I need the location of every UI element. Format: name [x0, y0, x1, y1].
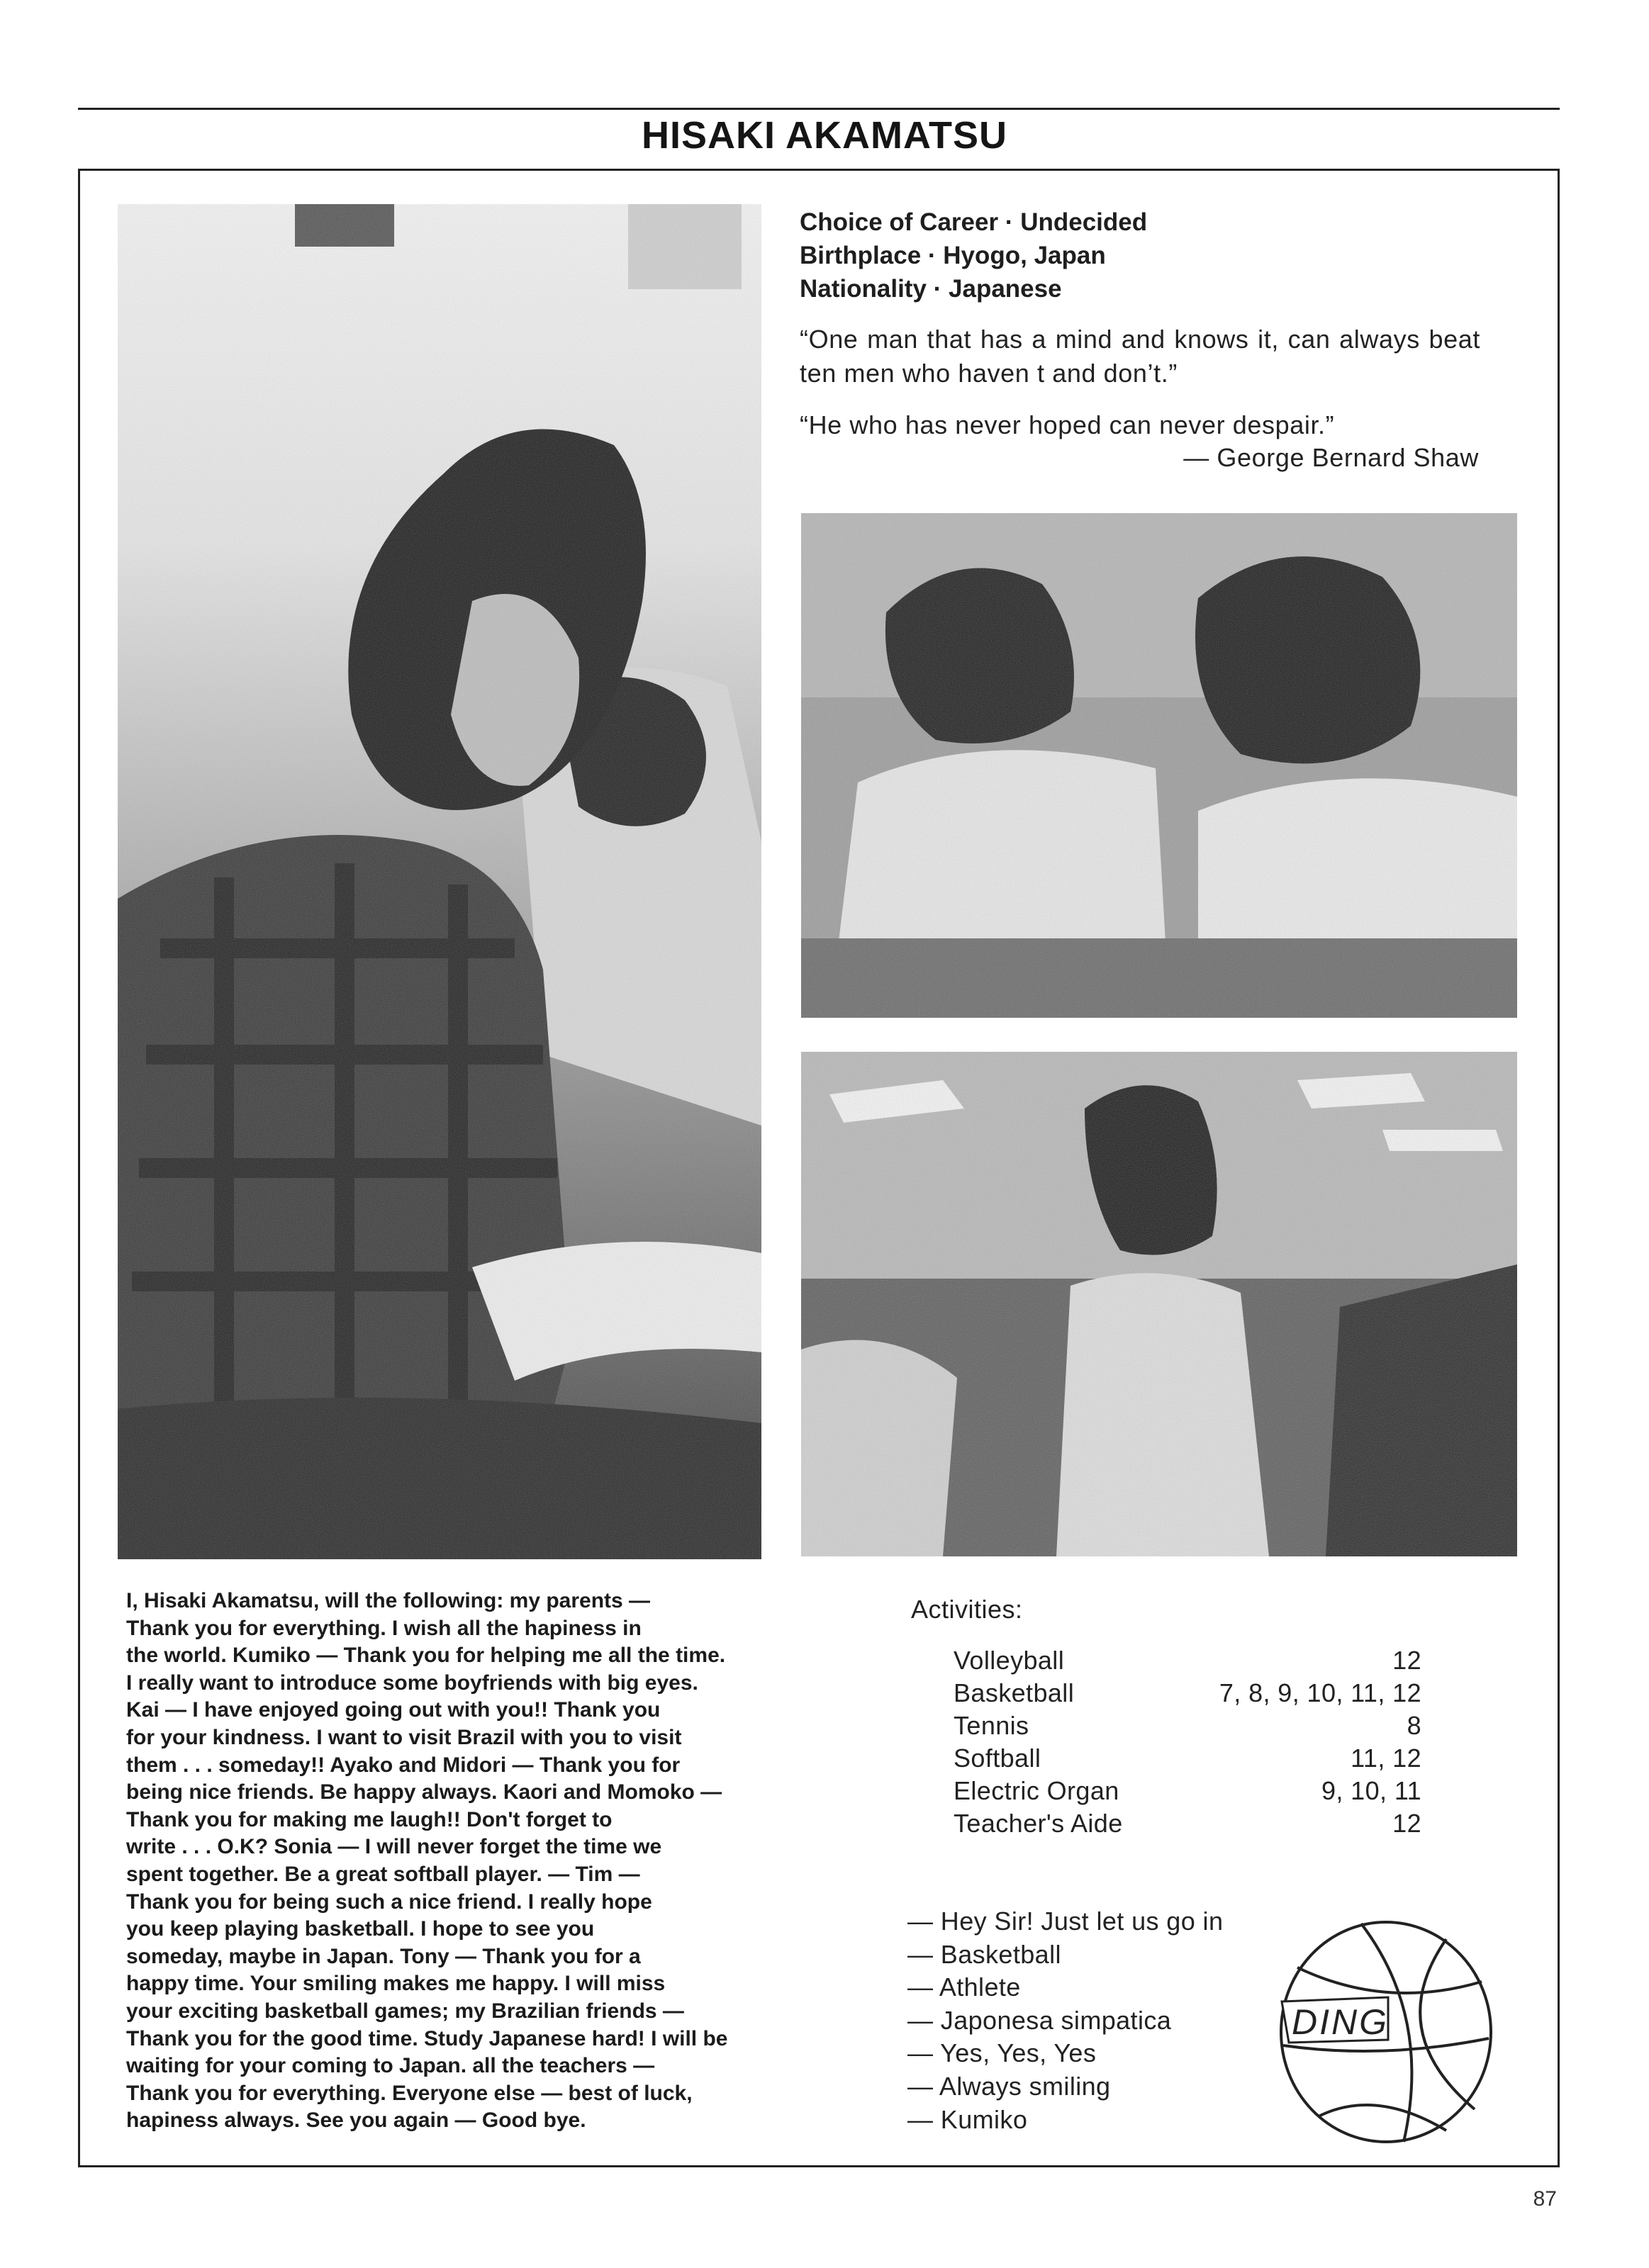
birthplace-line: Birthplace · Hyogo, Japan [800, 242, 1106, 269]
will-line: the world. Kumiko — Thank you for helping me all the time. [126, 1644, 726, 1668]
activity-name: Teacher's Aide [954, 1809, 1123, 1838]
activity-row [954, 1644, 1421, 1677]
will-line: I, Hisaki Akamatsu, will the following: my parents — [126, 1589, 651, 1612]
activity-years: 11, 12 [1351, 1744, 1421, 1773]
activity-name: Softball [954, 1744, 1041, 1773]
activity-row [954, 1775, 1421, 1807]
activities-list [954, 1644, 1421, 1840]
activity-years: 8 [1407, 1711, 1421, 1740]
activity-years: 12 [1392, 1646, 1421, 1675]
basketball-drawing-icon [1276, 1918, 1496, 2146]
portrait-photo [118, 204, 761, 1559]
nationality-line: Nationality · Japanese [800, 275, 1062, 303]
will-line: Kai — I have enjoyed going out with you!! Thank you [126, 1698, 661, 1722]
nickname-item: — Kumiko [907, 2104, 1028, 2134]
activity-row [954, 1807, 1421, 1840]
will-line: Thank you for everything. I wish all the hapiness in [126, 1616, 642, 1640]
activity-name: Electric Organ [954, 1776, 1119, 1805]
nickname-item: — Always smiling [907, 2071, 1111, 2101]
quote-two: “He who has never hoped can never despair.” [800, 410, 1335, 439]
will-line: spent together. Be a great softball player. — Tim — [126, 1862, 640, 1886]
nickname-list [907, 1905, 1223, 2136]
activity-row [954, 1677, 1421, 1710]
page-number: 87 [1533, 2187, 1557, 2211]
page-title: HISAKI AKAMATSU [642, 114, 1007, 157]
top-rule [78, 108, 1560, 110]
will-line: hapiness always. See you again — Good bye. [126, 2109, 586, 2133]
activity-row [954, 1710, 1421, 1742]
activity-years: 12 [1392, 1809, 1421, 1838]
will-line: them . . . someday!! Ayako and Midori — Thank you for [126, 1753, 681, 1777]
activity-name: Basketball [954, 1678, 1075, 1707]
student-info [800, 206, 1147, 305]
classroom-photo [801, 1052, 1517, 1556]
activities-heading: Activities: [911, 1595, 1023, 1624]
quote-author: — George Bernard Shaw [1183, 443, 1479, 472]
will-line: for your kindness. I want to visit Brazil with you to visit [126, 1725, 682, 1749]
friends-photo [801, 513, 1517, 1018]
will-line: Thank you for everything. Everyone else — best of luck, [126, 2081, 693, 2105]
quote-one: “One man that has a mind and knows it, can always beat ten men who haven t and don’t.” [800, 325, 1480, 388]
nickname-item: — Athlete [907, 1972, 1021, 2002]
activity-years: 7, 8, 9, 10, 11, 12 [1219, 1678, 1421, 1707]
will-line: being nice friends. Be happy always. Kaori and Momoko — [126, 1780, 722, 1804]
will-line: write . . . O.K? Sonia — I will never forget the time we [126, 1835, 662, 1859]
nickname-item: — Hey Sir! Just let us go in [907, 1907, 1224, 1936]
will-line: I really want to introduce some boyfriends with big eyes. [126, 1671, 698, 1695]
activity-years: 9, 10, 11 [1321, 1776, 1421, 1805]
nickname-item: — Japonesa simpatica [907, 2005, 1172, 2035]
nickname-item: — Yes, Yes, Yes [907, 2038, 1097, 2068]
activity-name: Volleyball [954, 1646, 1065, 1675]
will-line: Thank you for the good time. Study Japanese hard! I will be [126, 2026, 728, 2050]
will-line: waiting for your coming to Japan. all the teachers — [126, 2054, 655, 2078]
drawing-text: DING [1292, 2002, 1389, 2042]
will-line: your exciting basketball games; my Brazilian friends — [126, 1999, 684, 2023]
will-line: Thank you for making me laugh!! Don't forget to [126, 1807, 613, 1831]
will-line: someday, maybe in Japan. Tony — Thank you for a [126, 1944, 641, 1968]
activity-name: Tennis [954, 1711, 1029, 1740]
nickname-item: — Basketball [907, 1939, 1061, 1969]
will-line: you keep playing basketball. I hope to see you [126, 1917, 595, 1941]
career-line: Choice of Career · Undecided [800, 208, 1148, 236]
will-line: Thank you for being such a nice friend. I really hope [126, 1890, 652, 1914]
will-line: happy time. Your smiling makes me happy. I will miss [126, 1972, 666, 1996]
activity-row [954, 1742, 1421, 1775]
senior-will [126, 1588, 856, 2135]
